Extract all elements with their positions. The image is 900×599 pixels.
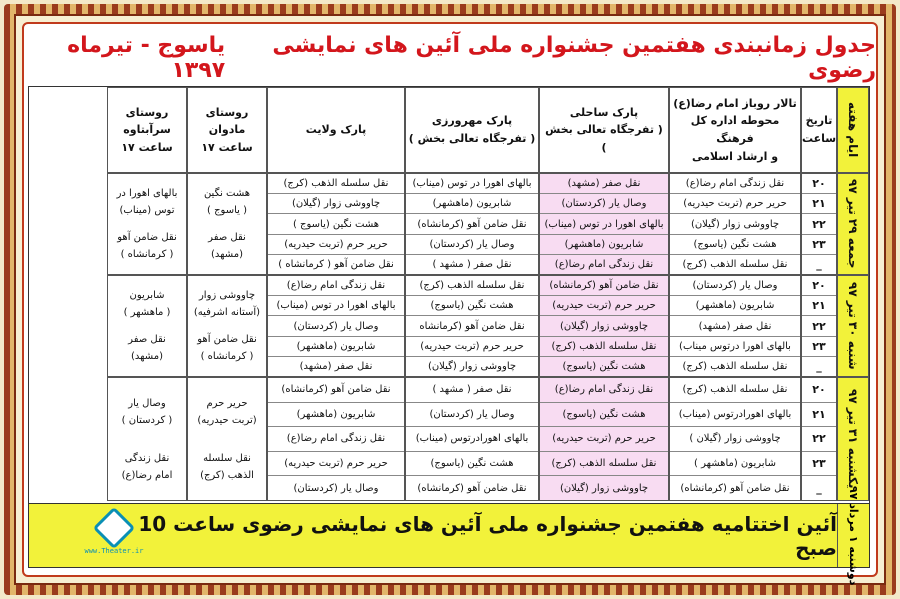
performance-item: نقل زندگی امام رضا(ع) xyxy=(670,174,800,194)
performance-item: حریر حرم (تربت حیدریه) xyxy=(406,337,538,357)
header-line: مادوان xyxy=(208,123,246,137)
performance-item: نقل سلسله الذهب (کرج) xyxy=(670,378,800,403)
header-venue-2 xyxy=(539,87,669,173)
village-line: نقل صفر xyxy=(208,232,246,243)
header-time xyxy=(801,87,837,173)
time-slot: _ xyxy=(816,481,822,495)
header-time-line: ساعت xyxy=(801,132,837,145)
header-village-2 xyxy=(107,87,187,173)
venue-1-column xyxy=(669,173,801,275)
performance-item: حریر حرم (تربت حیدریه) xyxy=(268,235,404,255)
village-line: وصال یار xyxy=(128,397,166,409)
performance-item: نقل سلسله الذهب (کرج) xyxy=(268,174,404,194)
performance-item: وصال یار (کردستان) xyxy=(293,482,379,494)
village-show xyxy=(208,229,246,263)
venue-3-column xyxy=(405,275,539,377)
performance-item: نقل ضامن آهو (کرمانشاه) xyxy=(268,378,404,403)
village-2-cell xyxy=(107,173,187,275)
performance-item: بالهای اهورادرتوس (میناب) xyxy=(406,427,538,452)
village-line: امام رضا(ع) xyxy=(121,469,173,481)
venue-3-column xyxy=(405,377,539,501)
performance-item: شابریون (ماهشهر) xyxy=(406,194,538,214)
village-show xyxy=(204,185,250,219)
village-show xyxy=(122,395,173,429)
performance-item: نقل صفر ( مشهد ) xyxy=(406,378,538,403)
performance-item: نقل ضامن آهو (کرمانشاه) xyxy=(417,482,527,494)
village-line: نقل صفر xyxy=(128,334,166,345)
performance-item: بالهای اهورا در توس (میناب) xyxy=(268,296,404,316)
performance-item: نقل صفر (مشهد) xyxy=(540,174,668,194)
logo-icon xyxy=(93,507,135,549)
performance-item: بالهای اهورا درتوس میناب) xyxy=(670,337,800,357)
header-line: پارک ولایت xyxy=(305,123,367,137)
performance-item: نقل ضامن آهو (کرمانشاه) xyxy=(680,482,790,494)
time-slot: ۲۳ xyxy=(802,235,836,255)
header-time-line: تاریخ xyxy=(805,114,833,128)
header-line: ساعت ۱۷ xyxy=(201,140,253,154)
performance-item: نقل زندگی امام رضا(ع) xyxy=(268,276,404,296)
header-line: ( تفرجگاه تعالی بخش ) xyxy=(408,132,536,145)
performance-item: وصال یار (کردستان) xyxy=(406,403,538,428)
header-line: ( تفرجگاه تعالی بخش ) xyxy=(545,123,663,154)
day-label xyxy=(837,173,869,275)
performance-item: هشت نگین (یاسوج) xyxy=(406,452,538,477)
venue-2-column xyxy=(539,377,669,501)
performance-item: حریر حرم (تربت حیدریه) xyxy=(268,452,404,477)
day-label-text: یکشنبه ۳۱ تیر ۹۷ xyxy=(846,389,860,489)
performance-item: نقل سلسله الذهب (کرج) xyxy=(406,276,538,296)
performance-item: نقل صفر (مشهد) xyxy=(299,360,373,372)
time-slot: ۲۲ xyxy=(802,214,836,234)
village-line: ( کردستان ) xyxy=(121,414,173,426)
performance-item: بالهای اهورادرتوس (میناب) xyxy=(670,403,800,428)
time-column xyxy=(801,377,837,501)
time-slot: ۲۲ xyxy=(802,316,836,336)
performance-item: چاووشی زوار (گیلان) xyxy=(540,316,668,336)
venue-1-column xyxy=(669,275,801,377)
performance-item: نقل ضامن آهو ( کرمانشاه ) xyxy=(278,258,394,270)
venue-2-column xyxy=(539,275,669,377)
day-label xyxy=(837,275,869,377)
village-line: (مشهد) xyxy=(131,351,163,362)
performance-item: هشت نگین (یاسوج ) xyxy=(268,214,404,234)
village-line: الذهب (کرج) xyxy=(200,469,254,481)
village-line: توس (میناب) xyxy=(119,205,175,216)
performance-item: نقل سلسله الذهب (کرج) xyxy=(540,337,668,357)
performance-item: شابریون (ماهشهر) xyxy=(268,337,404,357)
performance-item: نقل سلسله الذهب (کرج) xyxy=(540,452,668,477)
header-line: تالار روباز امام رضا(ع) xyxy=(673,96,797,110)
day-label xyxy=(837,377,869,501)
performance-item: بالهای اهورا در توس (میناب) xyxy=(406,174,538,194)
village-show xyxy=(197,395,256,429)
village-show xyxy=(117,185,178,219)
performance-item: نقل ضامن آهو (کرمانشاه) xyxy=(540,276,668,296)
time-column xyxy=(801,173,837,275)
header-line: سرآبتاوه xyxy=(123,123,171,137)
header-line: محوطه اداره کل فرهنگ xyxy=(690,114,780,145)
performance-item: هشت نگین (یاسوج) xyxy=(540,357,668,376)
performance-item: نقل زندگی امام رضا(ع) xyxy=(540,378,668,403)
performance-item: نقل زندگی امام رضا(ع) xyxy=(540,255,668,274)
performance-item: چاووشی زوار (گیلان) xyxy=(540,476,668,500)
village-line: نقل ضامن آهو xyxy=(197,334,257,345)
village-line: نقل ضامن آهو xyxy=(117,232,177,243)
venue-1-column xyxy=(669,377,801,501)
venue-4-column xyxy=(267,173,405,275)
village-line: شابریون xyxy=(129,290,165,301)
village-1-cell xyxy=(187,275,267,377)
performance-item: نقل ضامن آهو (کرمانشاه) xyxy=(406,214,538,234)
village-1-cell xyxy=(187,377,267,501)
performance-item: شابریون (ماهشهر ) xyxy=(670,452,800,477)
performance-item: نقل صفر ( مشهد ) xyxy=(432,258,512,270)
performance-item: وصال یار (کردستان) xyxy=(670,276,800,296)
village-line: ( یاسوج ) xyxy=(207,205,247,216)
theater-logo xyxy=(84,512,144,556)
header-line: روستای xyxy=(205,105,249,119)
village-2-cell xyxy=(107,377,187,501)
time-slot: ۲۰ xyxy=(802,174,836,194)
village-show xyxy=(197,331,257,365)
time-slot: ۲۰ xyxy=(802,276,836,296)
performance-item: شابریون (ماهشهر) xyxy=(268,403,404,428)
village-line: نقل زندگی xyxy=(124,452,170,464)
village-show xyxy=(128,331,166,365)
closing-ceremony-text: آئین اختتامیه هفتمین جشنواره ملی آئین های نمایشی رضوی ساعت 10 صبح xyxy=(29,504,837,567)
performance-item: چاووشی زوار (گیلان ) xyxy=(670,427,800,452)
village-show xyxy=(194,287,260,321)
performance-item: نقل سلسله الذهب (کرج) xyxy=(682,258,788,270)
time-slot: ۲۱ xyxy=(802,194,836,214)
performance-item: حریر حرم (تربت حیدریه) xyxy=(670,194,800,214)
performance-item: شابریون (ماهشهر) xyxy=(670,296,800,316)
time-slot: ۲۲ xyxy=(802,427,836,452)
title-main: جدول زمانبندی هفتمین جشنواره ملی آئین های نمایشی رضوی xyxy=(272,33,876,83)
performance-item: هشت نگین (یاسوج) xyxy=(406,296,538,316)
venue-4-column xyxy=(267,275,405,377)
header-line: و ارشاد اسلامی xyxy=(691,149,779,163)
performance-item: نقل ضامن آهو (کرمانشاه xyxy=(406,316,538,336)
header-line: پارک ساحلی xyxy=(569,105,639,119)
village-1-cell xyxy=(187,173,267,275)
performance-item: هشت نگین (یاسوج) xyxy=(540,403,668,428)
time-slot: ۲۱ xyxy=(802,296,836,316)
time-slot: ۲۰ xyxy=(802,378,836,403)
village-line: (مشهد) xyxy=(211,249,243,260)
header-line: پارک مهرورزی xyxy=(431,114,513,128)
page-title xyxy=(24,30,876,86)
performance-item: حریر حرم (تربت حیدریه) xyxy=(540,296,668,316)
village-show xyxy=(200,450,254,484)
header-venue-4 xyxy=(267,87,405,173)
title-place-date: یاسوج - تیرماه ۱۳۹۷ xyxy=(67,33,226,83)
venue-3-column xyxy=(405,173,539,275)
village-show xyxy=(124,287,171,321)
village-show xyxy=(117,229,177,263)
performance-item: نقل سلسله الذهب (کرج) xyxy=(682,360,788,372)
day-label-text: جمعه ۲۹ تیر ۹۷ xyxy=(846,179,860,269)
performance-item: وصال یار (کردستان) xyxy=(268,316,404,336)
performance-item: چاووشی زوار (گیلان) xyxy=(427,360,517,372)
performance-item: چاووشی زوار (گیلان) xyxy=(268,194,404,214)
header-line: ساعت ۱۷ xyxy=(121,140,173,154)
village-line: حریر حرم xyxy=(206,397,248,409)
performance-item: چاووشی زوار (گیلان) xyxy=(670,214,800,234)
village-line: (تربت حیدریه) xyxy=(197,414,257,426)
header-day: ایام هفته xyxy=(837,87,869,173)
time-slot: ۲۳ xyxy=(802,452,836,477)
performance-item: وصال یار (کردستان) xyxy=(540,194,668,214)
village-show xyxy=(122,450,173,484)
performance-item: نقل زندگی امام رضا(ع) xyxy=(268,427,404,452)
venue-4-column xyxy=(267,377,405,501)
performance-item: شابریون (ماهشهر) xyxy=(540,235,668,255)
village-line: ( کرمانشاه ) xyxy=(200,351,254,362)
performance-item: وصال یار (کردستان) xyxy=(406,235,538,255)
header-venue-1 xyxy=(669,87,801,173)
performance-item: نقل صفر (مشهد) xyxy=(670,316,800,336)
village-line: (آستانه اشرفیه) xyxy=(193,307,261,318)
village-2-cell xyxy=(107,275,187,377)
venue-2-column xyxy=(539,173,669,275)
header-village-1 xyxy=(187,87,267,173)
schedule-table xyxy=(28,86,870,504)
header-venue-3 xyxy=(405,87,539,173)
village-line: هشت نگین xyxy=(203,188,251,199)
time-slot: ۲۳ xyxy=(802,337,836,357)
time-slot: ۲۱ xyxy=(802,403,836,428)
village-line: چاووشی زوار xyxy=(198,290,256,301)
village-line: ( ماهشهر ) xyxy=(123,307,171,318)
logo-text: www.Theater.ir xyxy=(84,547,144,555)
time-slot: _ xyxy=(816,257,822,271)
day-label-text: شنبه ۳۰ تیر ۹۷ xyxy=(846,282,860,370)
time-column xyxy=(801,275,837,377)
performance-item: بالهای اهورا در توس (میناب) xyxy=(540,214,668,234)
village-line: بالهای اهورا در xyxy=(116,188,178,199)
footer-day: دوشنبه ۱ مرداد ۹۷ xyxy=(837,504,869,567)
performance-item: هشت نگین (یاسوج) xyxy=(670,235,800,255)
village-line: ( کرمانشاه ) xyxy=(120,249,174,260)
performance-item: حریر حرم (تربت حیدریه) xyxy=(540,427,668,452)
header-line: روستای xyxy=(125,105,169,119)
village-line: نقل سلسله xyxy=(203,452,251,464)
time-slot: _ xyxy=(816,359,822,373)
